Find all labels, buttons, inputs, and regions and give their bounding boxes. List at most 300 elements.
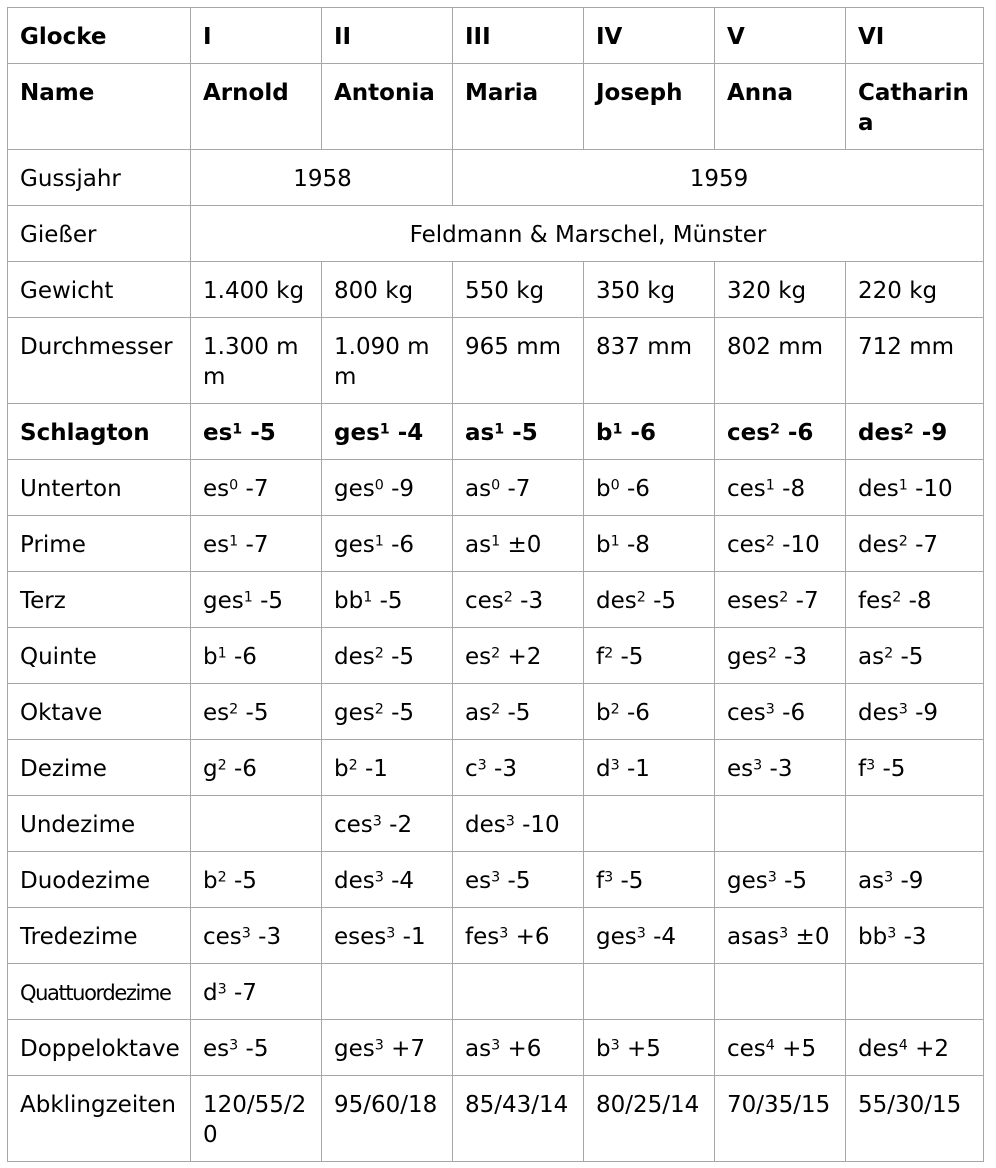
deviation: +5 (782, 1036, 817, 1062)
tone-cell (584, 740, 715, 796)
tone-row (8, 684, 984, 740)
deviation: -6 (782, 700, 806, 726)
row-label: Terz (8, 572, 191, 628)
deviation: -3 (520, 588, 544, 614)
deviation: -8 (908, 588, 932, 614)
octave-mark: 3 (610, 1037, 620, 1054)
tone-cell (191, 908, 322, 964)
tone-cell (191, 796, 322, 852)
octave-mark: 0 (229, 477, 239, 494)
note-name: ces (465, 588, 504, 614)
deviation: -9 (900, 868, 924, 894)
tone-cell (584, 572, 715, 628)
tone-cell (846, 1020, 984, 1076)
note-name: as (465, 1036, 492, 1062)
cast-year: 1958 (191, 150, 453, 206)
tone-cell (322, 1020, 453, 1076)
note-name: fes (858, 588, 893, 614)
row-label: Unterton (8, 460, 191, 516)
deviation: -6 (391, 532, 415, 558)
deviation: -1 (627, 756, 650, 782)
row-label: Glocke (8, 8, 191, 64)
deviation: -10 (915, 476, 953, 502)
deviation: -4 (397, 420, 424, 446)
octave-mark: 3 (374, 1037, 384, 1054)
octave-mark: 1 (765, 477, 775, 494)
note-name: as (465, 532, 492, 558)
decay-value: 80/25/14 (584, 1076, 715, 1162)
deviation: -7 (245, 476, 269, 502)
note-name: b (596, 700, 611, 726)
note-name: ces (727, 420, 770, 446)
tone-cell (322, 684, 453, 740)
note-name: d (596, 756, 611, 782)
octave-mark: 3 (779, 925, 789, 942)
deviation: +6 (515, 924, 550, 950)
deviation: -7 (915, 532, 939, 558)
weight-value: 350 kg (584, 262, 715, 318)
weight-value: 800 kg (322, 262, 453, 318)
octave-mark: 2 (610, 701, 620, 718)
header-row (8, 8, 984, 64)
octave-mark: 1 (610, 533, 620, 550)
note-name: es (465, 644, 492, 670)
bell-number: V (715, 8, 846, 64)
note-name: as (465, 476, 492, 502)
octave-mark: 2 (374, 701, 384, 718)
name-row (8, 64, 984, 150)
tone-cell (453, 908, 584, 964)
gussjahr-row (8, 150, 984, 206)
note-name: as (465, 700, 492, 726)
tone-cell (584, 1020, 715, 1076)
note-name: eses (334, 924, 387, 950)
note-name: eses (727, 588, 780, 614)
tone-cell (715, 852, 846, 908)
tone-cell (715, 684, 846, 740)
deviation: -5 (245, 700, 269, 726)
note-name: asas (727, 924, 780, 950)
weight-value: 320 kg (715, 262, 846, 318)
octave-mark: 1 (229, 533, 239, 550)
bell-number: III (453, 8, 584, 64)
deviation: -7 (795, 588, 819, 614)
tone-cell (715, 908, 846, 964)
tone-row (8, 852, 984, 908)
tone-row (8, 628, 984, 684)
row-label: Dezime (8, 740, 191, 796)
note-name: ges (334, 476, 375, 502)
note-name: as (465, 420, 495, 446)
octave-mark: 3 (491, 1037, 501, 1054)
deviation: -2 (389, 812, 413, 838)
weight-value: 550 kg (453, 262, 584, 318)
deviation: -5 (882, 756, 906, 782)
tone-cell (584, 684, 715, 740)
octave-mark: 3 (636, 925, 646, 942)
note-name: fes (465, 924, 500, 950)
note-name: ces (727, 532, 766, 558)
octave-mark: 2 (491, 645, 501, 662)
deviation: -5 (900, 644, 924, 670)
octave-mark: 0 (374, 477, 384, 494)
tone-cell (715, 964, 846, 1020)
octave-mark: 2 (229, 701, 239, 718)
deviation: -10 (522, 812, 560, 838)
row-label: Gussjahr (8, 150, 191, 206)
deviation: -6 (234, 644, 257, 670)
note-name: ges (334, 1036, 375, 1062)
deviation: -8 (627, 532, 650, 558)
durchmesser-row (8, 318, 984, 404)
bell-number: IV (584, 8, 715, 64)
note-name: ces (334, 812, 373, 838)
note-name: bb (334, 588, 364, 614)
tone-cell (846, 460, 984, 516)
tone-cell (191, 684, 322, 740)
row-label: Schlagton (8, 404, 191, 460)
tone-cell (191, 628, 322, 684)
founder: Feldmann & Marschel, Münster (191, 206, 984, 262)
octave-mark: 1 (491, 533, 501, 550)
octave-mark: 2 (491, 701, 501, 718)
deviation: -9 (391, 476, 415, 502)
tone-cell (322, 964, 453, 1020)
weight-value: 1.400 kg (191, 262, 322, 318)
tone-cell (584, 404, 715, 460)
deviation: +2 (507, 644, 542, 670)
tone-cell (453, 740, 584, 796)
diameter-value: 837 mm (584, 318, 715, 404)
row-label: Prime (8, 516, 191, 572)
tone-cell (846, 964, 984, 1020)
deviation: -5 (620, 644, 644, 670)
diameter-value: 965 mm (453, 318, 584, 404)
octave-mark: 2 (769, 421, 780, 438)
octave-mark: 3 (386, 925, 396, 942)
diameter-value: 1.090 mm (322, 318, 453, 404)
note-name: es (203, 532, 230, 558)
octave-mark: 2 (348, 757, 358, 774)
deviation: -5 (391, 644, 415, 670)
note-name: as (858, 868, 885, 894)
octave-mark: 3 (505, 813, 515, 830)
bell-number: I (191, 8, 322, 64)
deviation: -1 (365, 756, 388, 782)
tone-cell (453, 572, 584, 628)
tone-cell (715, 404, 846, 460)
deviation: +2 (915, 1036, 950, 1062)
tone-cell (584, 516, 715, 572)
deviation: -5 (234, 868, 257, 894)
note-name: es (203, 476, 230, 502)
tone-cell (322, 404, 453, 460)
deviation: -5 (507, 700, 531, 726)
tone-cell (584, 908, 715, 964)
note-name: ces (727, 700, 766, 726)
deviation: -6 (787, 420, 814, 446)
note-name: c (465, 756, 478, 782)
tone-cell (846, 908, 984, 964)
tone-cell (715, 460, 846, 516)
tone-cell (453, 964, 584, 1020)
note-name: des (858, 420, 904, 446)
octave-mark: 1 (243, 589, 253, 606)
deviation: -8 (782, 476, 806, 502)
deviation: +7 (391, 1036, 426, 1062)
tone-cell (453, 460, 584, 516)
bell-number: VI (846, 8, 984, 64)
tone-row (8, 516, 984, 572)
octave-mark: 2 (767, 645, 777, 662)
bell-name: Arnold (191, 64, 322, 150)
tone-row (8, 796, 984, 852)
tone-cell (715, 1020, 846, 1076)
tone-cell (322, 740, 453, 796)
tone-cell (846, 628, 984, 684)
row-label: Duodezime (8, 852, 191, 908)
note-name: bb (858, 924, 888, 950)
row-label: Doppeloktave (8, 1020, 191, 1076)
deviation: ±0 (507, 532, 542, 558)
octave-mark: 3 (229, 1037, 239, 1054)
decay-value: 85/43/14 (453, 1076, 584, 1162)
deviation: -6 (627, 700, 650, 726)
bell-table (7, 7, 984, 1162)
deviation: -5 (784, 868, 808, 894)
note-name: b (203, 868, 218, 894)
deviation: -5 (512, 420, 538, 446)
note-name: des (858, 476, 899, 502)
bell-number: II (322, 8, 453, 64)
tone-cell (453, 684, 584, 740)
deviation: -3 (494, 756, 517, 782)
deviation: -6 (234, 756, 257, 782)
octave-mark: 3 (767, 869, 777, 886)
tone-row (8, 460, 984, 516)
decay-value: 120/55/20 (191, 1076, 322, 1162)
note-name: ges (334, 420, 380, 446)
note-name: f (596, 644, 605, 670)
octave-mark: 2 (217, 757, 227, 774)
octave-mark: 3 (374, 869, 384, 886)
note-name: des (858, 1036, 899, 1062)
bell-name: Catharina (846, 64, 984, 150)
bell-name: Joseph (584, 64, 715, 150)
octave-mark: 3 (753, 757, 763, 774)
deviation: -6 (630, 420, 656, 446)
octave-mark: 3 (491, 869, 501, 886)
deviation: -3 (903, 924, 927, 950)
weight-value: 220 kg (846, 262, 984, 318)
octave-mark: 2 (604, 645, 614, 662)
octave-mark: 3 (499, 925, 509, 942)
octave-mark: 3 (372, 813, 382, 830)
deviation: -10 (782, 532, 820, 558)
deviation: -5 (250, 420, 276, 446)
deviation: -5 (260, 588, 284, 614)
deviation: -5 (245, 1036, 269, 1062)
tone-cell (453, 852, 584, 908)
tone-cell (453, 1020, 584, 1076)
deviation: -5 (620, 868, 644, 894)
tone-cell (322, 852, 453, 908)
tone-cell (846, 516, 984, 572)
tone-cell (453, 516, 584, 572)
deviation: -9 (921, 420, 948, 446)
octave-mark: 3 (866, 757, 876, 774)
octave-mark: 3 (217, 981, 227, 998)
gewicht-row (8, 262, 984, 318)
row-label: Durchmesser (8, 318, 191, 404)
bell-name: Anna (715, 64, 846, 150)
tone-cell (715, 572, 846, 628)
octave-mark: 1 (374, 533, 384, 550)
tone-cell (322, 516, 453, 572)
octave-mark: 3 (610, 757, 620, 774)
giesser-row (8, 206, 984, 262)
octave-mark: 2 (765, 533, 775, 550)
decay-value: 55/30/15 (846, 1076, 984, 1162)
bell-name: Maria (453, 64, 584, 150)
note-name: b (334, 756, 349, 782)
octave-mark: 3 (884, 869, 894, 886)
octave-mark: 3 (765, 701, 775, 718)
deviation: -9 (915, 700, 939, 726)
tone-cell (715, 796, 846, 852)
note-name: des (858, 700, 899, 726)
bell-name: Antonia (322, 64, 453, 150)
tone-row (8, 572, 984, 628)
tone-cell (191, 852, 322, 908)
tone-cell (846, 684, 984, 740)
octave-mark: 1 (217, 645, 227, 662)
octave-mark: 2 (898, 533, 908, 550)
note-name: es (203, 1036, 230, 1062)
octave-mark: 2 (374, 645, 384, 662)
deviation: -4 (653, 924, 677, 950)
row-label: Undezime (8, 796, 191, 852)
octave-mark: 2 (503, 589, 513, 606)
deviation: -3 (258, 924, 282, 950)
note-name: b (596, 420, 613, 446)
note-name: ces (203, 924, 242, 950)
octave-mark: 0 (491, 477, 501, 494)
tone-cell (322, 908, 453, 964)
deviation: -6 (627, 476, 650, 502)
abklingzeiten-row (8, 1076, 984, 1162)
note-name: f (596, 868, 605, 894)
tone-cell (191, 516, 322, 572)
row-label: Name (8, 64, 191, 150)
octave-mark: 1 (612, 421, 623, 438)
tone-row (8, 964, 984, 1020)
diameter-value: 712 mm (846, 318, 984, 404)
tone-cell (191, 1020, 322, 1076)
note-name: ces (727, 476, 766, 502)
octave-mark: 3 (604, 869, 614, 886)
tone-row (8, 404, 984, 460)
row-label: Quattuordezime (8, 964, 191, 1020)
octave-mark: 3 (241, 925, 251, 942)
deviation: -3 (769, 756, 793, 782)
deviation: -7 (245, 532, 269, 558)
decay-value: 95/60/18 (322, 1076, 453, 1162)
deviation: +6 (507, 1036, 542, 1062)
row-label: Gießer (8, 206, 191, 262)
octave-mark: 3 (898, 701, 908, 718)
tone-cell (191, 740, 322, 796)
tone-cell (584, 796, 715, 852)
octave-mark: 2 (903, 421, 914, 438)
note-name: ges (727, 644, 768, 670)
note-name: ges (727, 868, 768, 894)
octave-mark: 4 (898, 1037, 908, 1054)
note-name: des (858, 532, 899, 558)
tone-cell (191, 572, 322, 628)
deviation: -4 (391, 868, 415, 894)
note-name: d (203, 980, 218, 1006)
tone-cell (322, 572, 453, 628)
tone-cell (715, 740, 846, 796)
octave-mark: 0 (610, 477, 620, 494)
diameter-value: 1.300 mm (191, 318, 322, 404)
octave-mark: 1 (898, 477, 908, 494)
tone-cell (322, 628, 453, 684)
note-name: ges (596, 924, 637, 950)
note-name: es (203, 420, 233, 446)
row-label: Tredezime (8, 908, 191, 964)
octave-mark: 2 (636, 589, 646, 606)
octave-mark: 2 (217, 869, 227, 886)
cast-year: 1959 (453, 150, 984, 206)
note-name: des (334, 868, 375, 894)
tone-cell (715, 516, 846, 572)
note-name: es (203, 700, 230, 726)
tone-cell (846, 740, 984, 796)
note-name: des (334, 644, 375, 670)
octave-mark: 1 (379, 421, 390, 438)
note-name: des (465, 812, 506, 838)
tone-cell (322, 460, 453, 516)
octave-mark: 3 (477, 757, 487, 774)
deviation: -5 (653, 588, 677, 614)
tone-cell (191, 404, 322, 460)
tone-cell (846, 796, 984, 852)
note-name: as (858, 644, 885, 670)
tone-cell (453, 628, 584, 684)
row-label: Oktave (8, 684, 191, 740)
deviation: ±0 (795, 924, 830, 950)
row-label: Abklingzeiten (8, 1076, 191, 1162)
octave-mark: 1 (494, 421, 505, 438)
tone-cell (584, 852, 715, 908)
deviation: -7 (234, 980, 257, 1006)
tone-cell (846, 852, 984, 908)
note-name: b (596, 532, 611, 558)
diameter-value: 802 mm (715, 318, 846, 404)
tone-cell (846, 404, 984, 460)
tone-cell (584, 628, 715, 684)
tone-cell (715, 628, 846, 684)
octave-mark: 3 (887, 925, 897, 942)
octave-mark: 2 (884, 645, 894, 662)
tone-cell (191, 460, 322, 516)
note-name: b (203, 644, 218, 670)
note-name: g (203, 756, 218, 782)
note-name: ces (727, 1036, 766, 1062)
note-name: b (596, 476, 611, 502)
